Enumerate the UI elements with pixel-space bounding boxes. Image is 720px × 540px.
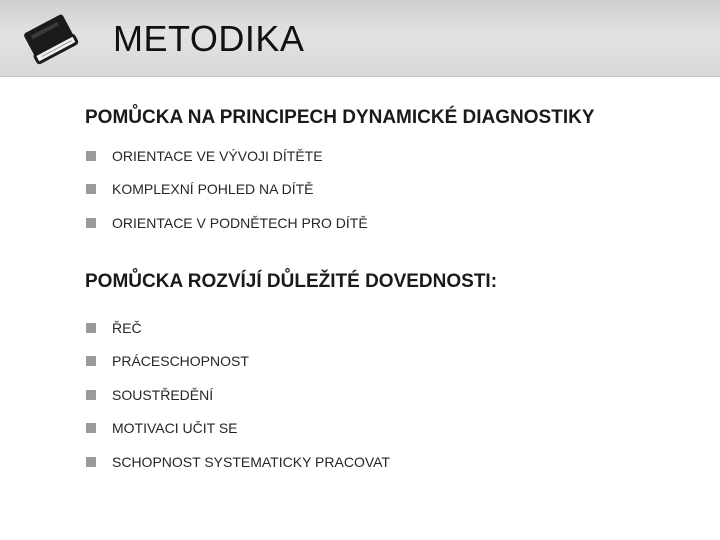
list-item-text: PRÁCESCHOPNOST [112,353,249,370]
section-dynamic-diagnostics [85,106,685,240]
list-item [85,139,685,173]
bullet-list [85,139,685,240]
list-item-text: ORIENTACE VE VÝVOJI DÍTĚTE [112,147,323,164]
bullet-icon [86,390,96,400]
section-heading: POMŮCKA NA PRINCIPECH DYNAMICKÉ DIAGNOSTIKY [85,107,595,128]
bullet-icon [86,457,96,467]
book-icon [18,10,82,66]
bullet-icon [86,151,96,161]
list-item-text: ŘEČ [112,319,142,336]
list-item [85,345,685,379]
bullet-icon [86,356,96,366]
list-item [85,173,685,207]
list-item-text: ORIENTACE V PODNĚTECH PRO DÍTĚ [112,214,368,231]
header-banner [0,0,720,77]
list-item-text: SOUSTŘEDĚNÍ [112,386,214,403]
section-heading: POMŮCKA ROZVÍJÍ DŮLEŽITÉ DOVEDNOSTI: [85,271,498,292]
bullet-icon [86,218,96,228]
list-item [85,445,685,479]
bullet-icon [86,423,96,433]
list-item [85,206,685,240]
list-item [85,311,685,345]
page-title: METODIKA [113,18,305,59]
section-skills [85,270,685,479]
bullet-icon [86,323,96,333]
list-item-text: MOTIVACI UČIT SE [112,420,238,437]
list-item [85,412,685,446]
list-item-text: KOMPLEXNÍ POHLED NA DÍTĚ [112,181,314,198]
bullet-icon [86,184,96,194]
list-item-text: SCHOPNOST SYSTEMATICKY PRACOVAT [112,453,390,470]
list-item [85,378,685,412]
bullet-list [85,311,685,479]
